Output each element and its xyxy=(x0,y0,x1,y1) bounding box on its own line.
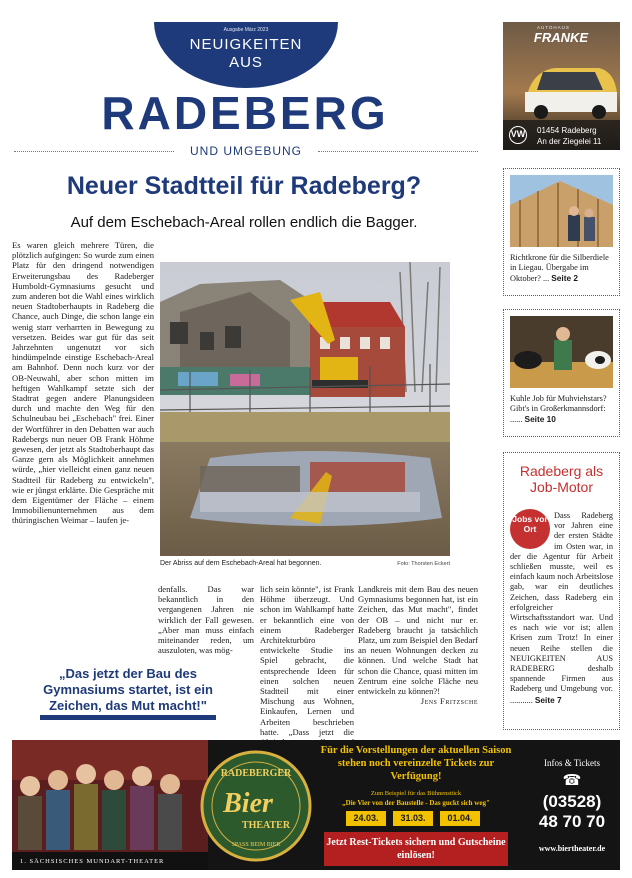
teaser-photo xyxy=(510,316,613,388)
logo-main-text: Bier xyxy=(223,788,273,819)
show-date-3[interactable]: 01.04. xyxy=(440,811,480,826)
article-headline: Neuer Stadtteil für Radeberg? xyxy=(66,172,422,200)
dealer-city: 01454 Radeberg xyxy=(537,126,597,135)
article-column-4-text: Landkreis mit dem Bau des neuen Gymnasiums begonnen hat, ist ein Zeichen, das Mut macht", findet der OB – und nicht nur er. Radeberg braucht ja tatsächlich Platz, um zum Beispiel den Bedarf an neuen Wohnungen decken zu können. Und welche Stadt hat schon die Chance, quasi mitten im Zentrum eine solche Fläche neu entwickeln zu können?! xyxy=(358,584,478,697)
article-photo xyxy=(160,262,450,556)
divider xyxy=(14,151,174,152)
teaser-silberdiele[interactable] xyxy=(503,168,620,296)
job-box-title: Radeberg als Job-Motor xyxy=(519,463,604,495)
biertheater-logo xyxy=(196,746,316,866)
phone-icon: ☎ xyxy=(562,771,582,789)
article-column-1: Es waren gleich mehrere Türen, die plötzlich aufgingen: So wurde zum einen Platz für den dringend notwendigen Erweiterungsbau des Radeberger Humboldt-Gymnasiums gesucht und zum anderen bot die Wahl eines wirklich neuen Stadtoberhaupts in Radeberg die Chance, auch Dinge, die schon lange ein wenig starr verharrten in Bewegung zu versetzen. Beides war gut für das seit Jahrzehnten ungenutzt vor sich hindümpelnde einstige Eschebach-Areal am Bahnhof. Denn noch kurz vor der OB-Neuwahl, aber schon mitten im heftigen Wahlkampf setzte sich der Stadtrat gegen andere Planungsideen durch und machte den Weg für den Schulneubau bei „Eschebach" frei. Einer der Wortführer in den Debatten war auch Radebergs nun neuer OB Frank Höhme gewesen, der jetzt als Stadtoberhaupt das Ganze gern als Möglichkeit annehmen würde, „hier vielleicht einen ganz neuen Stadtteil für Radeberg zu entwickeln", wie er jüngst erklärte. Die Gespräche mit dem Eigentümer der Fläche – einem Immobilienunternehmen aus dem thüringischen Weimar – laufen je- xyxy=(12,240,154,526)
article-column-4 xyxy=(358,584,478,760)
masthead-title: RADEBERG xyxy=(101,87,389,139)
pull-quote-text: „Das jetzt der Bau des Gymnasiums startet, ist ein Zeichen, das Mut macht!" xyxy=(43,666,213,713)
teaser-page-ref[interactable]: Seite 10 xyxy=(524,414,556,425)
edition-label: Ausgabe März 2023 xyxy=(223,27,269,33)
masthead-line2: AUS xyxy=(229,54,263,71)
logo-top-text: RADEBERGER xyxy=(220,768,292,779)
masthead-subtitle-row xyxy=(14,143,478,159)
jobs-vor-ort-badge: Jobs vor Ort xyxy=(510,509,550,549)
ad-headline: Für die Vorstellungen der aktuellen Saison stehen noch vereinzelte Tickets zur Verfügung! xyxy=(320,745,512,782)
ad-example-title: „Die Vier von der Baustelle - Das guckt sich weg" xyxy=(342,799,490,807)
teaser-page-ref[interactable]: Seite 2 xyxy=(551,273,579,284)
job-box-description: Dass Radeberg vor Jahren eine der ersten Städte im Osten war, in der die Agentur für Arbeit schließen musste, weil es einfach kaum noch Arbeitslose gab, war ein deutliches Zeichen, dass Radeberg ein erfolgreicher Wirtschaftsstandort war. Und es nach wie vor ist; allen Krisen zum Trotz! In einer neuen Reihe stellen die NEUIGKEITEN AUS RADEBERG deshalb spannende Firmen aus Radeberg und Umgebung vor. ........... xyxy=(510,511,613,705)
teaser-text xyxy=(510,394,613,426)
show-date-2[interactable]: 31.03. xyxy=(393,811,433,826)
job-motor-box xyxy=(503,452,620,730)
biertheater-ad[interactable] xyxy=(12,740,620,870)
phone-area-code: (03528) xyxy=(542,792,602,811)
demolition-photo-illustration xyxy=(160,262,450,556)
timber-roof-illustration xyxy=(510,175,613,247)
barn-cows-illustration xyxy=(510,316,613,388)
masthead-line1: NEUIGKEITEN xyxy=(189,36,303,53)
ad-cast-photo xyxy=(12,740,208,870)
photo-caption: Der Abriss auf dem Eschebach-Areal hat begonnen. xyxy=(160,560,322,567)
dealer-street: An der Ziegelei 11 xyxy=(537,137,602,146)
dealer-logo: FRANKE xyxy=(533,30,589,45)
car-dealer-ad[interactable] xyxy=(503,22,620,150)
contact-title: Infos & Tickets xyxy=(543,758,600,768)
phone-number[interactable]: 48 70 70 xyxy=(538,812,606,831)
teaser-cow-job[interactable] xyxy=(503,309,620,437)
dealer-logo-subtitle: AUTOHAUS xyxy=(537,25,570,30)
divider xyxy=(318,151,478,152)
article-column-2: denfalls. Das war bekanntlich in den vergangenen Jahren nie wirklich der Fall gewesen. „Aber man muss einfach miteinander reden, um auszuloten, was mög- xyxy=(158,584,254,656)
masthead-subtitle: UND UMGEBUNG xyxy=(189,144,302,158)
cast-illustration xyxy=(12,740,208,870)
website-link[interactable]: www.biertheater.de xyxy=(538,844,606,853)
job-box-page-ref[interactable]: Seite 7 xyxy=(534,694,562,705)
pull-quote xyxy=(40,662,216,720)
ad-contact-panel xyxy=(524,740,620,870)
photo-credit: Foto: Thorsten Eckert xyxy=(397,561,450,567)
masthead-badge xyxy=(154,22,338,88)
show-date-1[interactable]: 24.03. xyxy=(346,811,386,826)
teaser-photo xyxy=(510,175,613,247)
ad-example-intro: Zum Beispiel für das Bühnenstück xyxy=(370,790,462,797)
article-byline: Jens Fritzsche xyxy=(420,696,478,707)
article-subheadline: Auf dem Eschebach-Areal rollen endlich die Bagger. xyxy=(70,214,418,231)
ad-slogan: 1. SÄCHSISCHES MUNDART-THEATER xyxy=(20,858,165,865)
ticket-cta-button[interactable]: Jetzt Rest-Tickets sichern und Gutscheine einlösen! xyxy=(324,832,508,866)
teaser-description: Kuhle Job für Muhviehstars? Gibt's in Großerkmannsdorf: ...... xyxy=(510,394,607,425)
article-column-3: lich sein könnte", ist Frank Höhme überzeugt. Und schon im Wahlkampf hatte er bekanntlich eine von einem Radeberger Architekturbüro entwickelte Studie ins Spiel gebracht, die entsprechende Ideen für einen solchen neuen Stadtteil mit einer Mischung aus Wohnen, Einkaufen, Lernen und Arbeiten beschrieben hatte. „Dass jetzt die xyxy=(260,584,354,737)
teaser-description: Richtkrone für die Silberdiele in Liegau. Übergabe im Oktober? ... xyxy=(510,253,609,284)
logo-bottom-text: SPASS BEIM BIER xyxy=(231,842,281,848)
logo-theater-text: THEATER xyxy=(241,820,291,831)
vw-logo-icon: VW xyxy=(509,126,527,144)
teaser-text xyxy=(510,253,613,285)
